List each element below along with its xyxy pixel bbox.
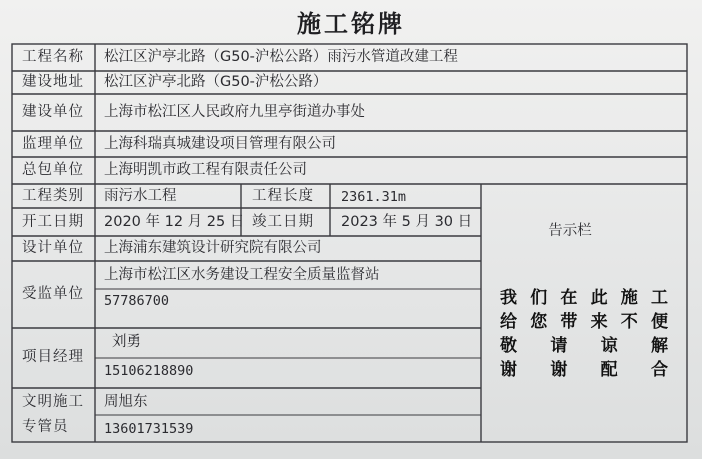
label-start-date: 开工日期 <box>22 214 84 230</box>
label-supervisor: 监理单位 <box>22 136 84 152</box>
label-civil-officer-line1: 文明施工 <box>22 394 84 410</box>
value-civil-officer-name: 周旭东 <box>104 394 148 410</box>
value-civil-officer-phone: 13601731539 <box>104 421 194 437</box>
value-builder: 上海市松江区人民政府九里亭街道办事处 <box>104 104 365 120</box>
notice-board-message <box>500 286 670 382</box>
value-designer: 上海浦东建筑设计研究院有限公司 <box>104 240 322 256</box>
nameplate-title: 施工铭牌 <box>297 9 405 38</box>
notice-line: 谢谢配合 <box>500 360 670 380</box>
value-end-date: 2023 年 5 月 30 日 <box>341 214 473 230</box>
value-oversight-phone: 57786700 <box>104 293 170 309</box>
label-designer: 设计单位 <box>22 240 84 256</box>
notice-line: 给您带来不便 <box>500 312 670 332</box>
value-project-length: 2361.31m <box>341 189 407 205</box>
label-builder: 建设单位 <box>22 104 84 120</box>
label-project-type: 工程类别 <box>22 188 84 204</box>
value-start-date: 2020 年 12 月 25 日 <box>104 214 245 230</box>
value-project-name: 松江区沪亭北路（G50-沪松公路）雨污水管道改建工程 <box>104 49 458 65</box>
value-site-address: 松江区沪亭北路（G50-沪松公路） <box>104 74 328 90</box>
value-project-type: 雨污水工程 <box>104 188 177 204</box>
label-civil-officer-line2: 专管员 <box>22 419 69 435</box>
value-manager-name: 刘勇 <box>112 334 141 350</box>
value-manager-phone: 15106218890 <box>104 363 194 379</box>
notice-line: 敬请谅解 <box>500 336 670 356</box>
label-site-address: 建设地址 <box>22 74 84 90</box>
label-end-date: 竣工日期 <box>252 214 314 230</box>
value-supervisor: 上海科瑞真城建设项目管理有限公司 <box>104 136 336 152</box>
label-project-name: 工程名称 <box>22 49 84 65</box>
value-oversight: 上海市松江区水务建设工程安全质量监督站 <box>104 267 380 283</box>
label-oversight: 受监单位 <box>22 286 84 302</box>
value-contractor: 上海明凯市政工程有限责任公司 <box>104 162 307 178</box>
notice-line: 我们在此施工 <box>500 288 670 308</box>
notice-board-title: 告示栏 <box>548 223 592 239</box>
label-manager: 项目经理 <box>22 349 84 365</box>
label-contractor: 总包单位 <box>22 162 84 178</box>
label-project-length: 工程长度 <box>252 188 314 204</box>
